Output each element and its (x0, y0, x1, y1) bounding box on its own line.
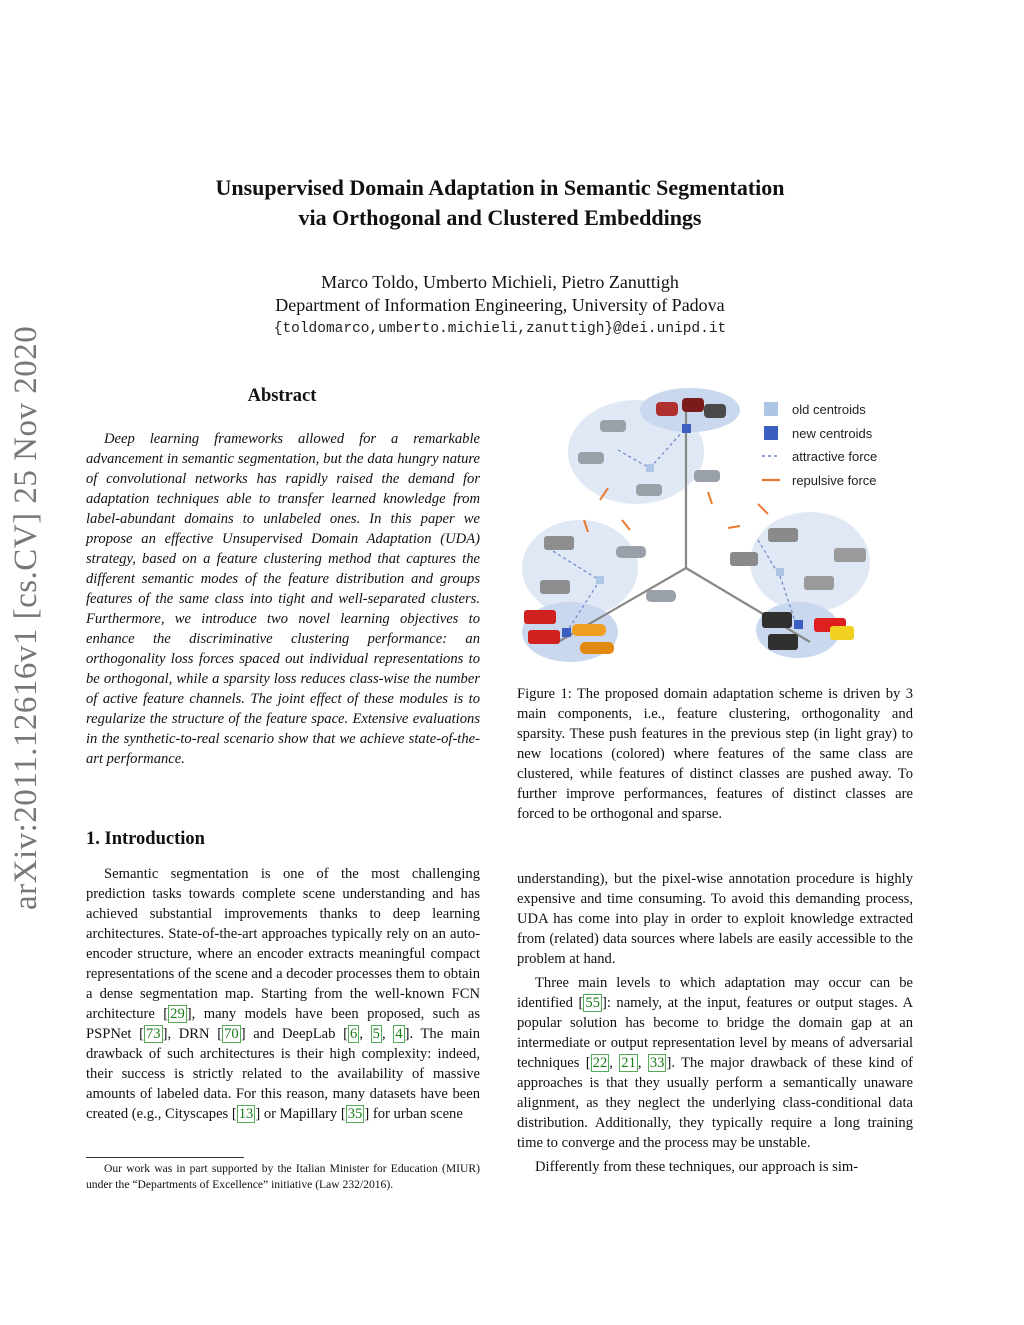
citation-35[interactable]: 35 (347, 1106, 363, 1122)
citation-5[interactable]: 5 (372, 1026, 380, 1042)
figure-1-diagram (518, 380, 918, 676)
intro-p1-text-e: . The main drawback of such architectures is their high complexity: indeed, their success is strictly related to the availability of massive amounts of labeled data. For this reason, many datasets have been created (e.g., Cityscapes (86, 1026, 481, 1122)
citation-13[interactable]: 13 (238, 1106, 254, 1122)
citation-29[interactable]: 29 (170, 1006, 185, 1022)
title-line-2: via Orthogonal and Clustered Embeddings (298, 205, 702, 230)
title-line-1: Unsupervised Domain Adaptation in Semantic Segmentation (215, 175, 785, 200)
section-heading-introduction: 1. Introduction (86, 829, 205, 849)
legend-repulsive-force: repulsive force (792, 473, 877, 488)
footnote-text: Our work was in part supported by the Italian Minister for Education (MIUR) under the “Departments of Excellence” initiative (Law 232/2016). (86, 1162, 480, 1191)
legend-old-centroids: old centroids (792, 402, 866, 417)
intro-right-column (517, 869, 913, 1177)
intro-p1-text-d: and DeepLab (245, 1026, 344, 1042)
intro-p1-text-f: or Mapillary (260, 1106, 341, 1122)
legend-swatch-old (764, 402, 778, 416)
abstract-text: Deep learning frameworks allowed for a remarkable advancement in semantic segmentation, but the data hungry nature of convolutional networks has rapidly raised the demand for adaptation techniques able to transfer learned knowledge from label-abundant domains to unlabeled ones. In this paper we propose an effective Unsupervised Domain Adaptation (UDA) strategy, based on a feature clustering method that captures the different semantic modes of the feature distribution and groups features of the same class into tight and well-separated clusters. Furthermore, we introduce two novel learning objectives to enhance the discriminative clustering performance: an orthogonality loss forces spaced out individual representations to be orthogonal, while a sparsity loss reduces class-wise the number of active feature channels. The joint effect of these modules is to regularize the structure of the feature space. Extensive evaluations in the synthetic-to-real scenario show that we achieve state-of-the-art performance. (86, 431, 480, 767)
authors: Marco Toldo, Umberto Michieli, Pietro Zanuttigh (321, 272, 679, 292)
intro-p1-text-g: for urban scene (369, 1106, 463, 1122)
footnote (86, 1161, 480, 1193)
intro-left-column (86, 864, 480, 1124)
citation-33[interactable]: 33 (649, 1055, 665, 1071)
citation-6[interactable]: 6 (350, 1026, 358, 1042)
intro-p1-text-c: , DRN (167, 1026, 218, 1042)
citation-73[interactable]: 73 (145, 1026, 161, 1042)
paper-title (0, 173, 1000, 233)
arxiv-stamp: arXiv:2011.12616v1 [cs.CV] 25 Nov 2020 (8, 325, 44, 910)
legend-new-centroids: new centroids (792, 426, 873, 441)
citation-4[interactable]: 4 (395, 1026, 403, 1042)
citation-22[interactable]: 22 (592, 1055, 608, 1071)
abstract-body (86, 429, 480, 769)
intro-paragraph-1: Semantic segmentation is one of the most challenging prediction tasks towards complete scene understanding and has achieved substantial improvements thanks to deep learning architectures. State-of-the-art approaches typically rely on an auto-encoder structure, where an encoder extracts meaningful compact representations of the scene and a decoder processes them to obtain a dense segmentation map. Starting from the well-known FCN architecture [ 29 ], many models have been proposed, such as PSPNet [ 73 ], DRN [ 70 ] and DeepLab [ 6 , 5 , 4 ]. The main drawback of such architectures is their high complexity: indeed, their success is strictly related to the availability of massive amounts of labeled data. For this reason, many datasets have been created (e.g., Cityscapes [ 13 ] or Mapillary [ 35 ] for urban scene (86, 866, 481, 1122)
intro-right-paragraph-2: Three main levels to which adaptation may occur can be identified [ 55 ]: namely, at the input, features or output stages. A popular solution has become to bridge the domain gap at an intermediate or output representation level by means of adversarial techniques [ 22 , 21 , 33 ]. The major drawback of these kind of approaches is that they usually perform a semantically unaware alignment, as they neglect the underlying class-conditional data distribution. Additionally, they typically require a long training time to converge and the process may be unstable. (517, 975, 913, 1151)
intro-p1-text-a: Semantic segmentation is one of the most challenging prediction tasks towards complete scene understanding and has achieved substantial improvements thanks to deep learning architectures. State-of-the-art approaches typically rely on an auto-encoder structure, where an encoder extracts meaningful compact representations of the scene and a decoder processes them to obtain a dense segmentation map. Starting from the well-known FCN architecture (86, 866, 480, 1022)
legend-attractive-force: attractive force (792, 449, 878, 464)
footnote-rule (86, 1157, 244, 1158)
author-emails: {toldomarco,umberto.michieli,zanuttigh}@dei.unipd.it (273, 321, 727, 337)
intro-right-paragraph-1: understanding), but the pixel-wise annotation procedure is highly expensive and time consuming. To avoid this demanding process, UDA has come into play in order to exploit knowledge extracted from (related) data sources where labels are easily accessible to the problem at hand. (517, 871, 913, 967)
citation-70[interactable]: 70 (224, 1026, 239, 1042)
intro-p2-text-b: : namely, at the input, features or output stages. A popular solution has become to bridge the domain gap at an intermediate or output representation level by means of adversarial techniques (517, 995, 913, 1071)
affiliation: Department of Information Engineering, University of Padova (275, 295, 725, 315)
intro-p2-text-a: Three main levels to which adaptation may occur can be identified (517, 975, 913, 1011)
intro-right-paragraph-3: Differently from these techniques, our approach is sim- (535, 1159, 859, 1175)
legend-swatch-new (764, 426, 778, 440)
citation-55[interactable]: 55 (585, 995, 600, 1011)
abstract-heading: Abstract (247, 386, 317, 406)
citation-21[interactable]: 21 (621, 1055, 636, 1071)
figure-1-caption: Figure 1: The proposed domain adaptation scheme is driven by 3 main components, i.e., feature clustering, orthogonality and sparsity. These push features in the previous step (in light gray) to new locations (colored) where features of the same class are clustered, while features of distinct classes are pushed away. To further improve performances, features of distinct classes are forced to be orthogonal and sparse. (517, 686, 913, 822)
author-block (0, 271, 1000, 317)
intro-p2-text-c: . The major drawback of these kind of approaches is that they usually perform a semantically unaware alignment, as they neglect the underlying class-conditional data distribution. Additionally, they typically require a long training time to converge and the process may be unstable. (517, 1055, 913, 1151)
intro-p1-text-b: , many models have been proposed, such as PSPNet (86, 1006, 481, 1042)
figure-legend (762, 402, 877, 488)
